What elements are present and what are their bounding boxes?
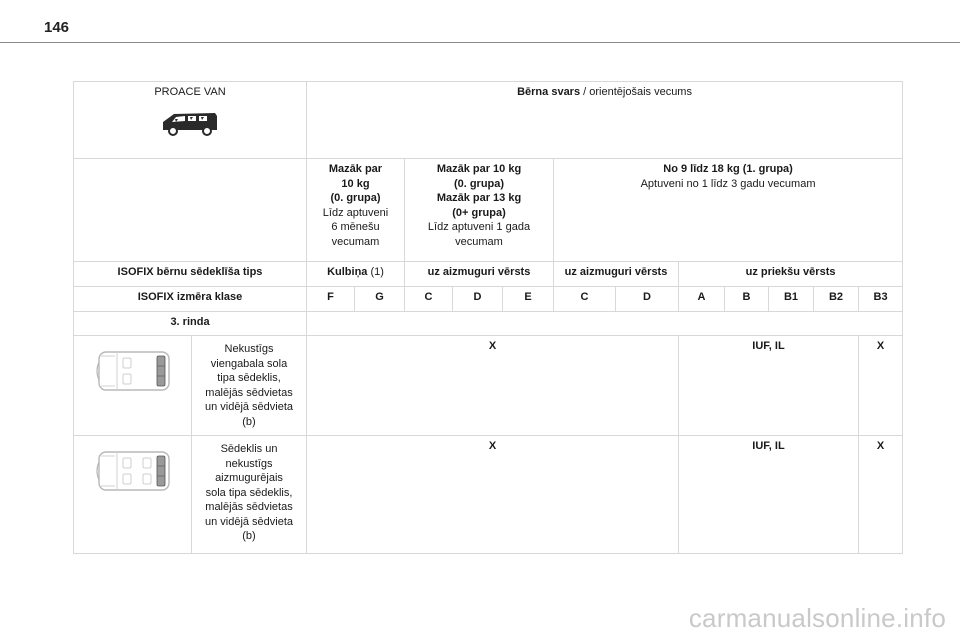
row-3-header [74, 312, 903, 336]
age-line: Līdz aptuveni [322, 206, 389, 219]
value-forward-ab: IUF, IL [679, 336, 859, 436]
value-forward-b3: X [859, 336, 903, 436]
header-divider [0, 42, 960, 43]
seat-desc-cell [74, 336, 307, 436]
age-line: vecumam [455, 235, 503, 248]
size-class-cell: B [725, 287, 769, 312]
age-line: (0+ grupa) [452, 206, 506, 219]
size-class-cell: F [307, 287, 355, 312]
size-class-cell: D [453, 287, 503, 312]
carrycot-bold: Kulbiņa [327, 266, 368, 278]
weight-header-cell [307, 82, 903, 159]
seat-row-seat-and-bench [74, 436, 903, 554]
age-line: 10 kg [341, 177, 370, 190]
desc-line: viengabala sola [210, 357, 288, 370]
desc-line: Sēdeklis un [220, 443, 278, 455]
age-line: Mazāk par 10 kg [436, 163, 522, 175]
age-line: Aptuveni no 1 līdz 3 gadu vecumam [640, 177, 816, 190]
desc-line: un vidējā sēdvieta [204, 401, 294, 413]
desc-line: aizmugurējais [215, 472, 283, 484]
age-line: Mazāk par 13 kg [436, 192, 522, 204]
vehicle-cell [74, 82, 307, 159]
value-rear-facing: X [307, 436, 679, 554]
value-rear-facing: X [307, 336, 679, 436]
header-row [74, 82, 903, 159]
seat-type-label: ISOFIX bērnu sēdeklīša tips [74, 262, 307, 287]
size-class-cell: B3 [859, 287, 903, 312]
seat-diagram-cell [74, 436, 192, 553]
age-line: vecumam [331, 235, 380, 248]
vehicle-name: PROACE VAN [154, 86, 226, 98]
value-forward-b3: X [859, 436, 903, 554]
row-3-empty [307, 312, 903, 336]
desc-line: sola tipa sēdeklis, [205, 486, 293, 499]
size-class-cell: A [679, 287, 725, 312]
weight-header-rest: / orientējošais vecums [580, 86, 692, 98]
age-line: Mazāk par [328, 163, 383, 175]
seat-type-rear-facing-2: uz aizmuguri vērsts [554, 262, 679, 287]
car-top-view-icon [93, 446, 173, 496]
seat-type-carrycot [307, 262, 405, 287]
desc-line: nekustīgs [225, 457, 273, 470]
seat-row-bench [74, 336, 903, 436]
age-line: Līdz aptuveni 1 gada [427, 221, 531, 233]
seat-type-row [74, 262, 903, 287]
carrycot-rest: (1) [367, 266, 384, 278]
car-top-view-icon [93, 346, 173, 396]
age-groups-row [74, 159, 903, 262]
value-forward-ab: IUF, IL [679, 436, 859, 554]
size-class-cell: E [503, 287, 554, 312]
desc-line: malējās sēdvietas [205, 501, 293, 513]
desc-line: Nekustīgs [224, 343, 274, 355]
size-class-cell: B2 [814, 287, 859, 312]
age-line: No 9 līdz 18 kg (1. grupa) [663, 163, 793, 175]
desc-line: un vidējā sēdvieta [204, 515, 294, 528]
seat-type-forward-facing: uz priekšu vērsts [679, 262, 903, 287]
seat-desc-text [192, 336, 306, 435]
size-class-cell: D [616, 287, 679, 312]
desc-line: tipa sēdeklis, [217, 372, 281, 384]
desc-line: (b) [242, 415, 256, 428]
size-class-row [74, 287, 903, 312]
age-group-0 [307, 159, 405, 262]
seat-type-rear-facing-1: uz aizmuguri vērsts [405, 262, 554, 287]
age-line: (0. grupa) [330, 192, 381, 204]
watermark: carmanualsonline.info [688, 603, 946, 633]
seat-diagram-cell [74, 336, 192, 435]
page-number: 146 [44, 19, 70, 36]
van-icon [160, 108, 220, 138]
seat-desc-text [192, 436, 306, 553]
age-group-1 [405, 159, 554, 262]
size-class-cell: G [355, 287, 405, 312]
age-group-2 [554, 159, 903, 262]
row-3-label: 3. rinda [74, 312, 307, 336]
age-line: 6 mēnešu [331, 221, 380, 233]
seat-desc-cell [74, 436, 307, 554]
size-class-cell: C [405, 287, 453, 312]
isofix-table [73, 81, 903, 554]
size-class-cell: B1 [769, 287, 814, 312]
weight-header-bold: Bērna svars [517, 86, 581, 98]
desc-line: (b) [242, 530, 256, 542]
age-groups-empty-cell [74, 159, 307, 262]
size-class-cell: C [554, 287, 616, 312]
age-line: (0. grupa) [453, 177, 505, 190]
desc-line: malējās sēdvietas [205, 386, 293, 399]
size-class-label: ISOFIX izmēra klase [74, 287, 307, 312]
